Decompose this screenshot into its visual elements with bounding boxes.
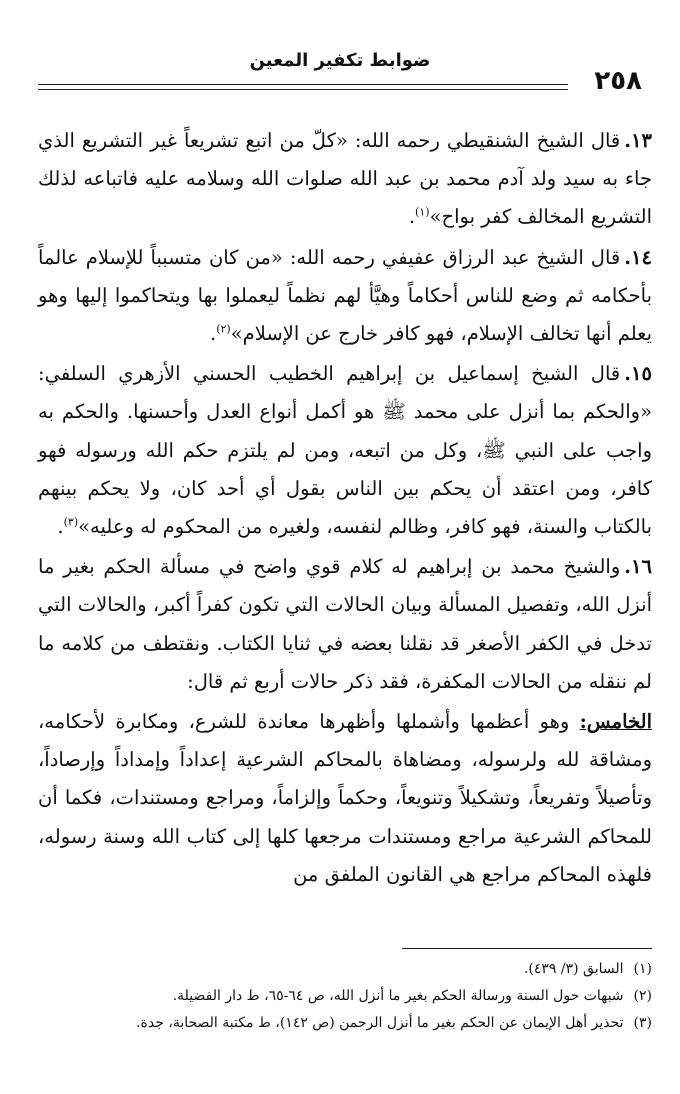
- item-number: ١٦.: [624, 555, 652, 579]
- numbered-item: ١٤.قال الشيخ عبد الرزاق عفيفي رحمه الله: «من كان متسبباً للإسلام عالماً بأحكامه ثم وضع للناس أحكاماً وهيَّأ لهم نظماً ليعملوا بها ويتحاكموا إليها وهو يعلم أنها تخالف الإسلام، فهو كافر خارج عن الإسلام»$^{(٢)}$.: [38, 245, 652, 346]
- running-title: ضوابط تكفير المعين: [249, 50, 431, 71]
- footnote-ref: (٣): [63, 515, 79, 529]
- footnote-text: السابق (٣/ ٤٣٩).: [523, 961, 624, 977]
- numbered-item: ١٥.قال الشيخ إسماعيل بن إبراهيم الخطيب الحسني الأزهري السلفي: «والحكم بما أنزل على محمد ﷺ هو أكمل أنواع العدل وأحسنها. والحكم به واجب على النبي ﷺ، وكل من اتبعه، ومن لم يلتزم حكم الله ورسوله فهو كافر، ومن اعتقد أن يحكم بين الناس بقول أي أحد كان، ولا يحكم بينهم بالكتاب والسنة، فهو كافر، وظالم لنفسه، ولغيره من المحكوم له وعليه»$^{(٣)}$.: [38, 362, 652, 539]
- footnote-number: (١): [633, 961, 652, 977]
- footnote: [38, 1010, 652, 1037]
- numbered-item: [38, 548, 652, 701]
- item-text: قال الشيخ عبد الرزاق عفيفي رحمه الله: «من كان متسبباً للإسلام عالماً بأحكامه ثم وضع للناس أحكاماً وهيَّأ لهم نظماً ليعملوا بها ويتحاكموا إليها وهو يعلم أنها تخالف الإسلام، فهو كافر خارج عن الإسلام»: [38, 245, 652, 346]
- footnote: [38, 983, 652, 1010]
- footnote-text: تحذير أهل الإيمان عن الحكم بغير ما أنزل الرحمن (ص ١٤٢)، ط مكتبة الصحابة، جدة.: [136, 1015, 624, 1031]
- footnote-rule: [402, 948, 652, 949]
- item-text: قال الشيخ الشنقيطي رحمه الله: «كلّ من اتبع تشريعاً غير التشريع الذي جاء به سيد ولد آدم محمد بن عبد الله صلوات الله وسلامه عليه فاتباعه لذلك التشريع المخالف كفر بواح»: [38, 129, 652, 229]
- item-number: ١٣.: [624, 129, 652, 152]
- footnote-text: شبهات حول السنة ورسالة الحكم بغير ما أنزل الله، ص ٦٤-٦٥، ط دار الفضيلة.: [172, 988, 624, 1004]
- item-text: قال الشيخ إسماعيل بن إبراهيم الخطيب الحسني الأزهري السلفي: «والحكم بما أنزل على محمد ﷺ هو أكمل أنواع العدل وأحسنها. والحكم به واجب على النبي ﷺ، وكل من اتبعه، ومن لم يلتزم حكم الله ورسوله فهو كافر، ومن اعتقد أن يحكم بين الناس بقول أي أحد كان، ولا يحكم بينهم بالكتاب والسنة، فهو كافر، وظالم لنفسه، ولغيره من المحكوم له وعليه»: [38, 362, 652, 539]
- footnote-ref: (٢): [216, 322, 231, 336]
- item-number: ١٤.: [624, 245, 652, 269]
- numbered-item: ١٣.قال الشيخ الشنقيطي رحمه الله: «كلّ من اتبع تشريعاً غير التشريع الذي جاء به سيد ولد آدم محمد بن عبد الله صلوات الله وسلامه عليه فاتباعه لذلك التشريع المخالف كفر بواح»$^{(١)}$.: [38, 129, 652, 229]
- header-rule: [38, 84, 568, 90]
- quote-text: وهو أعظمها وأشملها وأظهرها معاندة للشرع، ومكابرة لأحكامه، ومشاقة لله ولرسوله، ومضاهاة بالمحاكم الشرعية إعداداً وإمداداً وإرصاداً، وتأصيلاً وتفريعاً، وتشكيلاً وتنويعاً، وحكماً وإلزاماً، ومراجع ومستندات، فكما أن للمحاكم الشرعية مراجع ومستندات مرجعها كلها إلى كتاب الله وسنة رسوله، فلهذه المحاكم مراجع هي القانون الملفق من: [38, 710, 652, 886]
- quote-label: الخامس:: [579, 710, 652, 734]
- item-text: والشيخ محمد بن إبراهيم له كلام قوي واضح في مسألة الحكم بغير ما أنزل الله، وتفصيل المسألة وبيان الحالات التي تكون كفراً أكبر، والحالات التي تدخل في الكفر الأصغر قد نقلنا بعضه في ثنايا الكتاب. ونقتطف من كلامه ما لم ننقله من الحالات المكفرة، فقد ذكر حالات أربع ثم قال:: [38, 555, 652, 693]
- item-number: ١٥.: [624, 362, 652, 386]
- footnote-number: (٢): [633, 988, 652, 1004]
- page-number: ٢٥٨: [594, 66, 642, 96]
- quoted-paragraph: [38, 703, 652, 894]
- footnote-number: (٣): [633, 1015, 652, 1031]
- footnote-ref: (١): [415, 205, 430, 219]
- footnote: [38, 956, 652, 983]
- main-text: [38, 122, 652, 894]
- footnotes: [38, 956, 652, 1037]
